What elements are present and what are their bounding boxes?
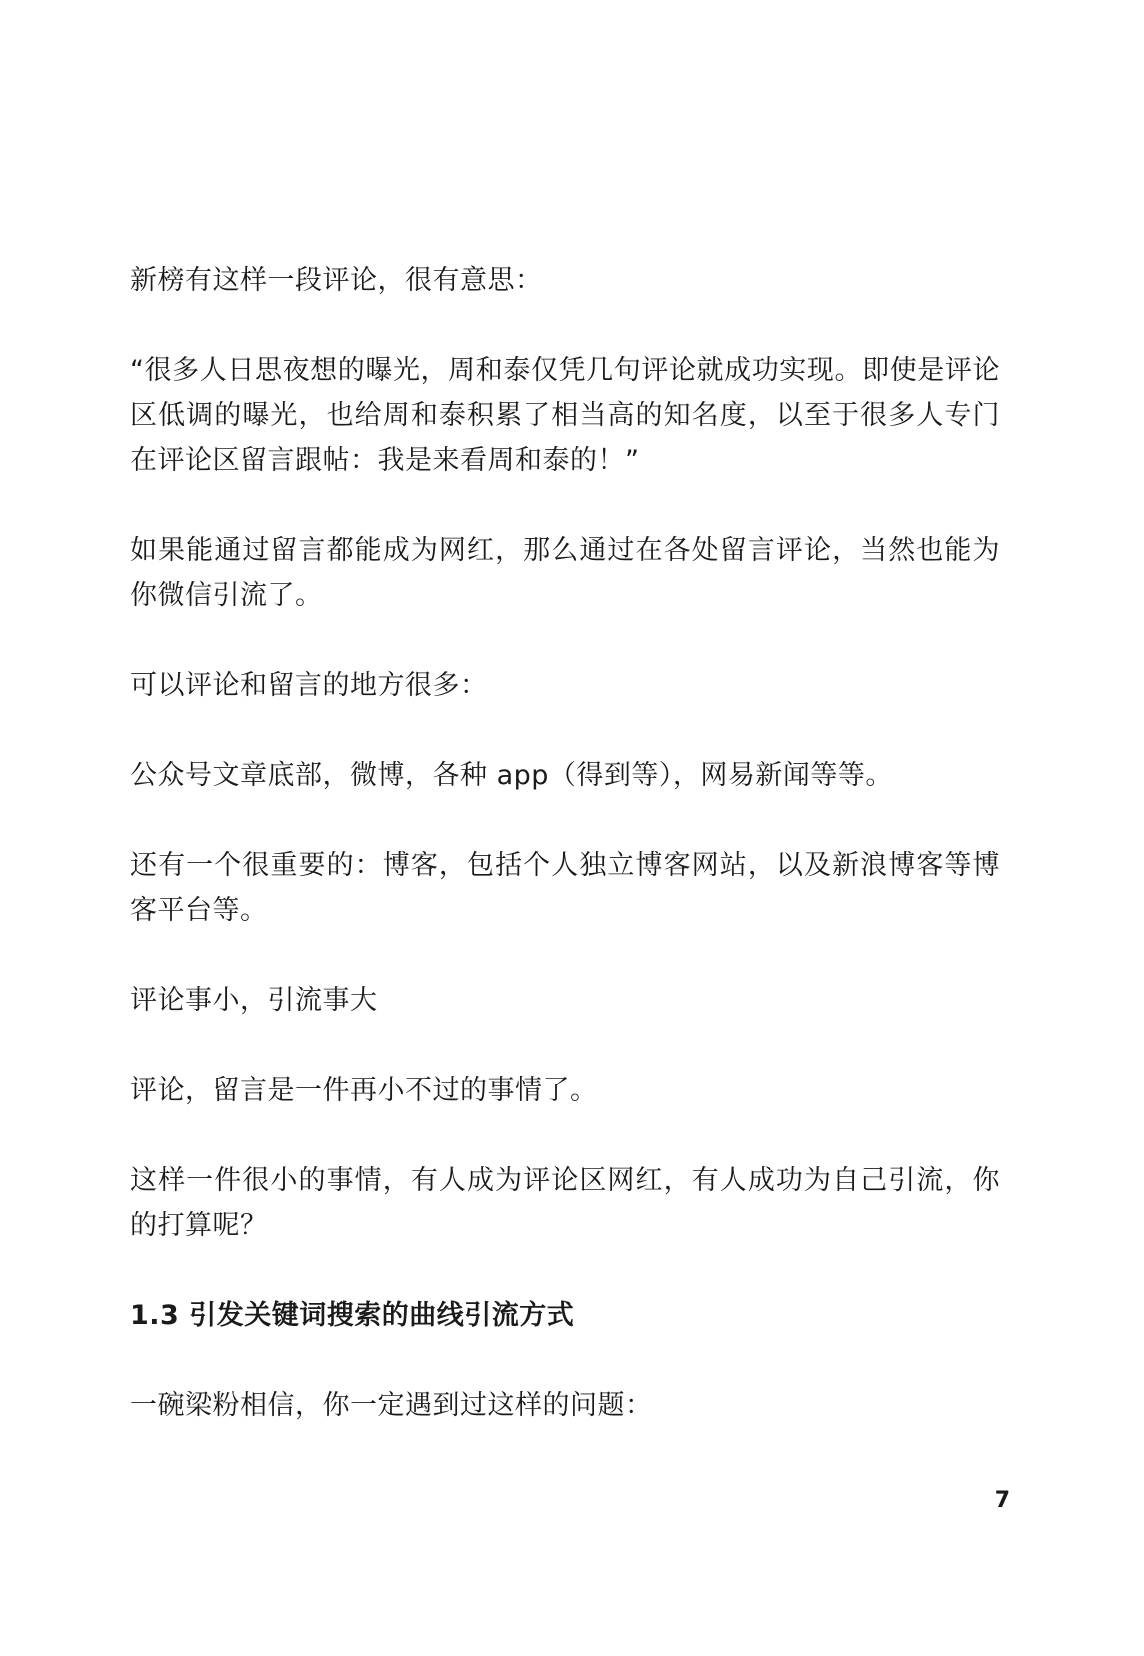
paragraph-wanghong: 如果能通过留言都能成为网红，那么通过在各处留言评论，当然也能为你微信引流了。 <box>130 535 1000 611</box>
page-number: 7 <box>994 1488 1010 1513</box>
paragraph-quote: “很多人日思夜想的曝光，周和泰仅凭几句评论就成功实现。即使是评论区低调的曝光，也给周和泰积累了相当高的知名度，以至于很多人专门在评论区留言跟帖：我是来看周和泰的！” <box>130 355 1000 476</box>
paragraph-blogs: 还有一个很重要的：博客，包括个人独立博客网站，以及新浪博客等博客平台等。 <box>130 850 1000 926</box>
paragraph-small-big: 评论事小，引流事大 <box>130 985 378 1016</box>
paragraph-closing: 一碗梁粉相信，你一定遇到过这样的问题： <box>130 1390 653 1421</box>
paragraph-intro: 新榜有这样一段评论，很有意思： <box>130 265 543 296</box>
section-heading: 1.3 引发关键词搜索的曲线引流方式 <box>130 1300 575 1331</box>
page-content <box>130 258 1000 1473</box>
paragraph-question: 这样一件很小的事情，有人成为评论区网红，有人成功为自己引流，你的打算呢？ <box>130 1165 1000 1241</box>
paragraph-small-thing: 评论，留言是一件再小不过的事情了。 <box>130 1075 598 1106</box>
paragraph-platforms: 公众号文章底部，微博，各种 app（得到等），网易新闻等等。 <box>130 760 893 791</box>
paragraph-places: 可以评论和留言的地方很多： <box>130 670 488 701</box>
